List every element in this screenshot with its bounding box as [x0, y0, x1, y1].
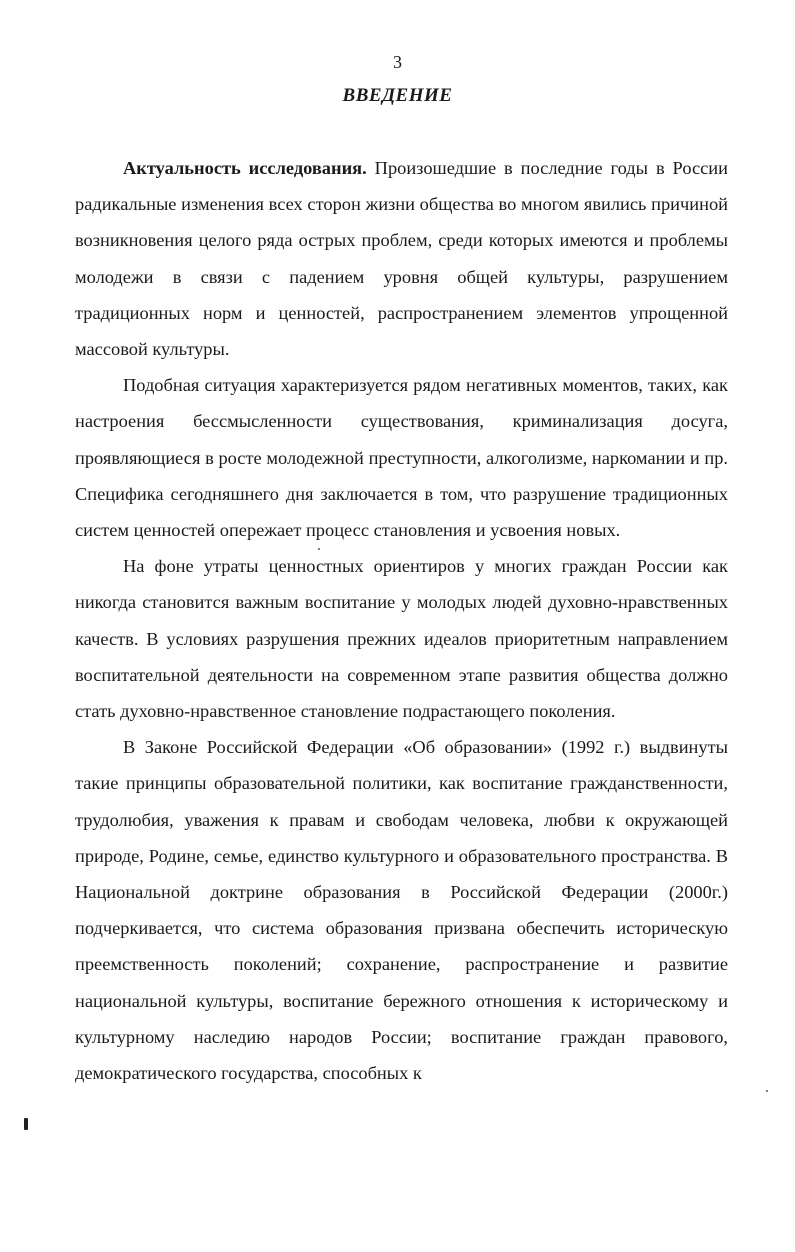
paragraph-relevance — [75, 150, 728, 367]
scan-artifact — [24, 1118, 28, 1130]
paragraph-text: Произошедшие в последние годы в России радикальные изменения всех сторон жизни общества во многом явились причиной возникновения целого ряда острых проблем, среди которых имеются и проблемы молодежи в связи с падением уровня общей культуры, разрушением традиционных норм и ценностей, распространением элементов упрощенной массовой культуры. — [75, 158, 728, 360]
paragraph-law: В Законе Российской Федерации «Об образовании» (1992 г.) выдвинуты такие принципы образовательной политики, как воспитание гражданственности, трудолюбия, уважения к правам и свободам человека, любви к окружающей природе, Родине, семье, единство культурного и образовательного пространства. В Национальной доктрине образования в Российской Федерации (2000г.) подчеркивается, что система образования призвана обеспечить историческую преемственность поколений; сохранение, распространение и развитие национальной культуры, воспитание бережного отношения к историческому и культурному наследию народов России; воспитание граждан правового, демократического государства, способных к — [75, 737, 728, 1084]
paragraph-values: На фоне утраты ценностных ориентиров у многих граждан России как никогда становится важным воспитание у молодых людей духовно-нравственных качеств. В условиях разрушения прежних идеалов приоритетным направлением воспитательной деятельности на современном этапе развития общества должно стать духовно-нравственное становление подрастающего поколения. — [75, 556, 728, 722]
paragraph-situation: Подобная ситуация характеризуется рядом негативных моментов, таких, как настроения бессмысленности существования, криминализация досуга, проявляющиеся в росте молодежной преступности, алкоголизме, наркомании и пр. Специфика сегодняшнего дня заключается в том, что разрушение традиционных систем ценностей опережает процесс становления и усвоения новых. — [75, 375, 728, 541]
body-text — [75, 150, 728, 1091]
scan-artifact — [766, 1090, 768, 1092]
paragraph-lead: Актуальность исследования. — [123, 158, 367, 178]
page-title: ВВЕДЕНИЕ — [342, 85, 453, 106]
page-number: 3 — [393, 52, 402, 72]
scan-artifact — [318, 548, 320, 550]
